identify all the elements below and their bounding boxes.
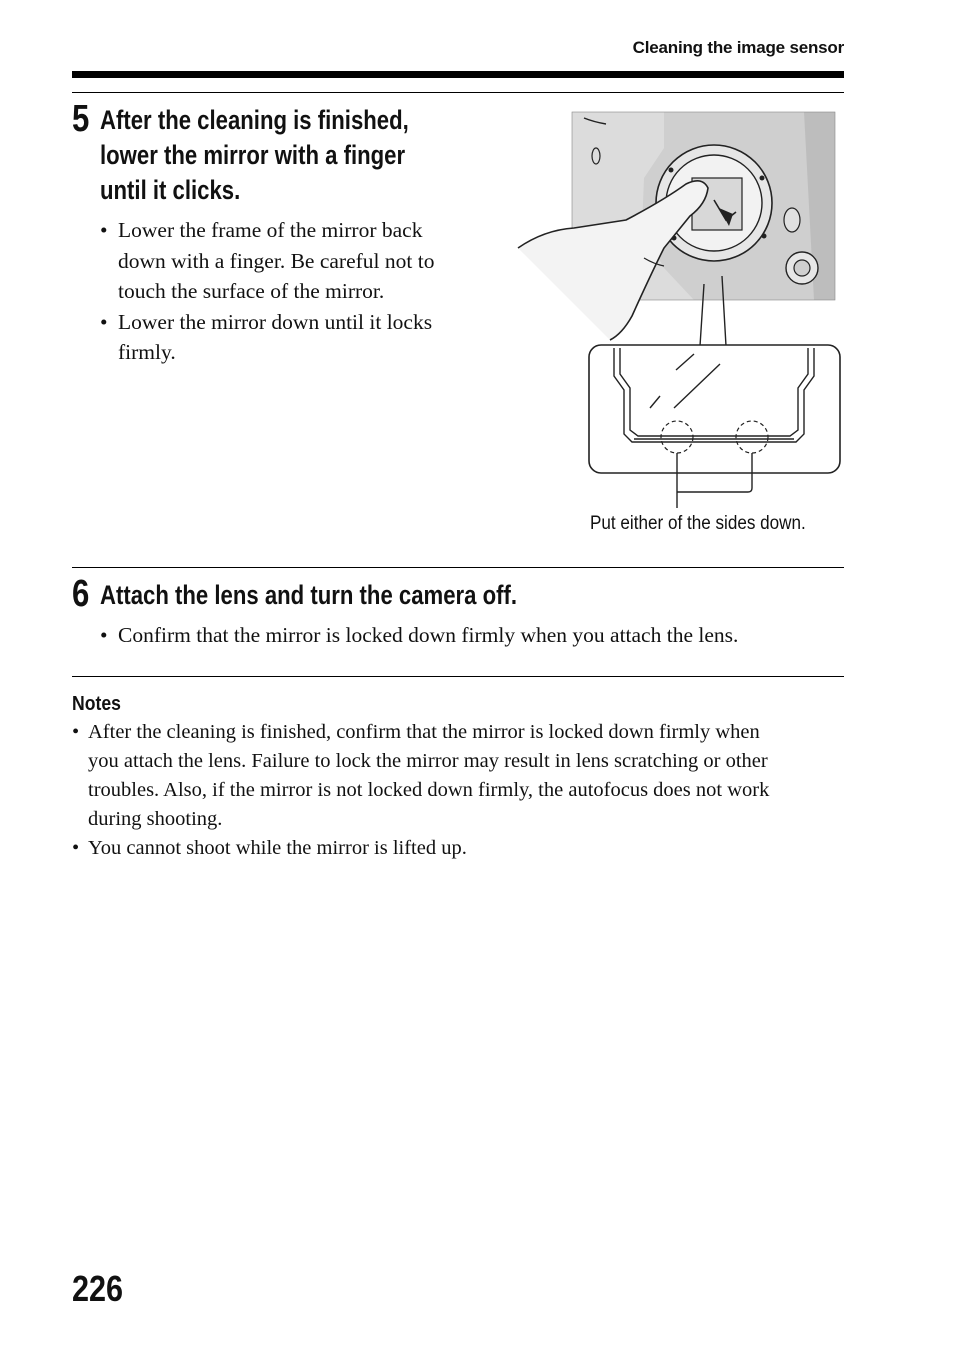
notes-heading: Notes — [72, 693, 121, 715]
bullet-icon: • — [72, 837, 80, 859]
step5-title-line: lower the mirror with a finger — [100, 140, 406, 170]
step5-title-line: until it clicks. — [100, 175, 241, 205]
detail-box — [589, 345, 840, 473]
bullet-icon: • — [100, 309, 108, 334]
step5-title — [100, 103, 409, 208]
step6-bullet-list — [100, 620, 844, 651]
list-item: • You cannot shoot while the mirror is lifted up. — [72, 834, 847, 863]
list-item: • After the cleaning is finished, confirm that the mirror is locked down firmly when you attach the lens. Failure to lock the mirror may result in lens scratching or other troubles. Also, if the mirror is not locked down firmly, the autofocus does not work during shooting. — [72, 718, 847, 834]
step5-title-line: After the cleaning is finished, — [100, 105, 409, 135]
bullet-icon: • — [100, 623, 108, 647]
list-item: • Lower the frame of the mirror back down with a finger. Be careful not to touch the surface of the mirror. — [100, 215, 500, 307]
header-rule — [72, 71, 844, 78]
step5-bullet-list — [100, 215, 500, 368]
list-item: • Confirm that the mirror is locked down firmly when you attach the lens. — [100, 620, 844, 651]
list-item: • Lower the mirror down until it locks firmly. — [100, 307, 500, 368]
step6-title: Attach the lens and turn the camera off. — [100, 580, 518, 610]
notes-list — [72, 718, 847, 863]
camera-mirror-illustration — [514, 108, 846, 508]
step5-number: 5 — [72, 98, 90, 140]
step6-number: 6 — [72, 573, 90, 615]
illustration-caption: Put either of the sides down. — [590, 513, 806, 534]
step6-top-rule — [72, 567, 844, 568]
running-header: Cleaning the image sensor — [632, 38, 844, 57]
page-number: 226 — [72, 1268, 124, 1309]
bullet-icon: • — [72, 721, 80, 743]
step5-top-rule — [72, 92, 844, 93]
bullet-icon: • — [100, 218, 108, 242]
notes-top-rule — [72, 676, 844, 677]
